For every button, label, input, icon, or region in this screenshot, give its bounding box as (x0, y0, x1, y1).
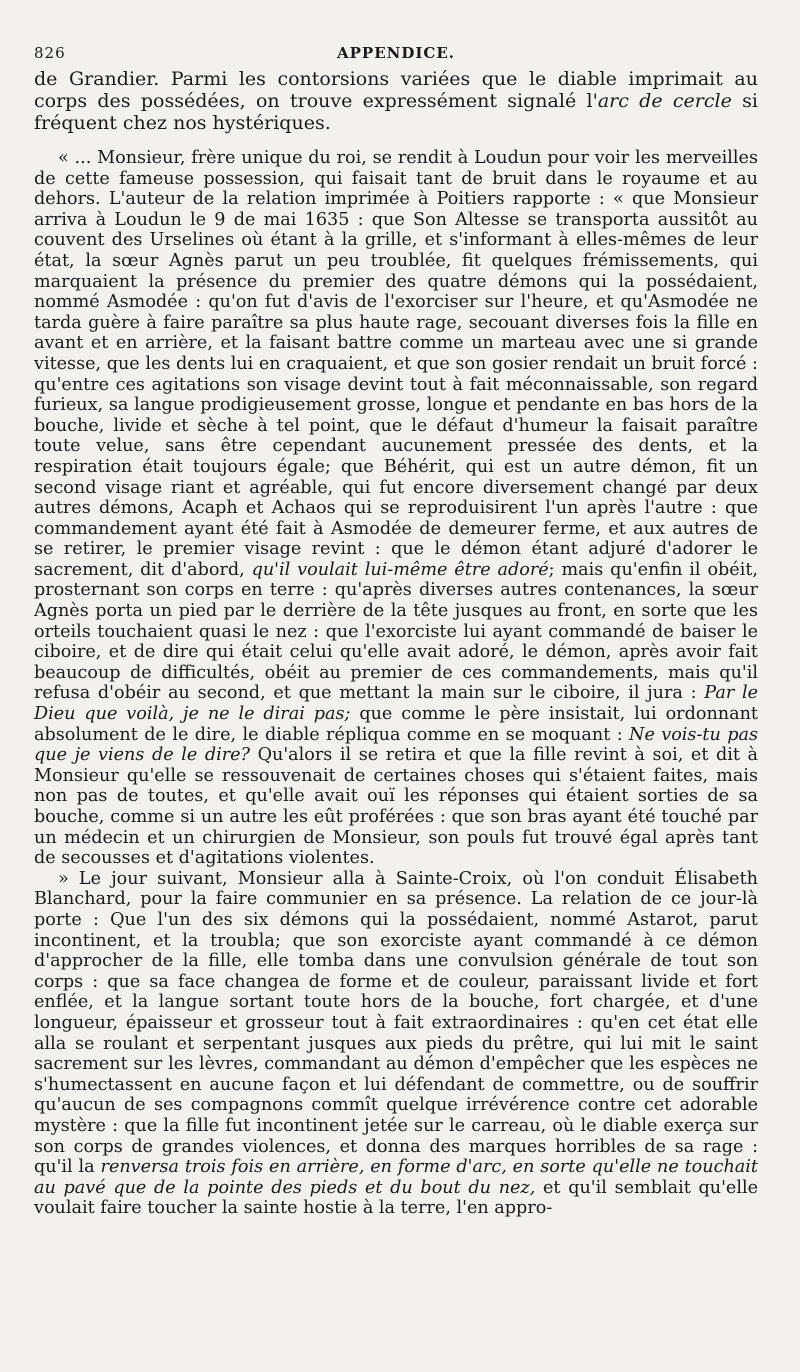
running-head (34, 38, 758, 68)
text-run: et qu'il semblait qu'elle voulait faire toucher la sainte hostie à la terre, l'en appro- (34, 1177, 759, 1219)
emphasis: Ne vois-tu pas que je viens de le dire? (34, 724, 758, 766)
emphasis: Par le Dieu que voilà, je ne le dirai pas; (34, 683, 758, 725)
text-run: « ... Monsieur, frère unique du roi, se rendit à Loudun pour voir les merveilles de cette fameuse possession, qui faisait tant de bruit dans le royaume et au dehors. L'auteur de la relation imprimée à Poitiers rapporte : « que Monsieur arriva à Loudun le 9 de mai 1635 : que Son Altesse se transporta aussitôt au couvent des Urselines où étant à la grille, et s'informant à elles-mêmes de leur état, la sœur Agnès parut un peu troublée, fit quelques frémissements, qui marquaient la présence du premier des quatre démons qui la possédaient, nommé Asmodée : qu'on fut d'avis de l'exorciser sur l'heure, et qu'Asmodée ne tarda guère à faire paraître sa plus haute rage, secouant diverses fois la fille en avant et en arrière, et la faisant battre comme un marteau avec une si grande vitesse, que les dents lui en craquaient, et que son gosier rendait un bruit forcé : qu'entre ces agitations son visage devint tout à fait méconnaissable, son regard furieux, sa langue prodigieusement grosse, longue et pendante en bas hors de la bouche, livide et sèche à tel point, que le défaut d'humeur la faisait paraître toute velue, sans être cependant aucunement pressée des dents, et la respiration était toujours égale; que Béhérit, qui est un autre démon, fit un second visage riant et agréable, qui fut encore diversement changé par deux autres démons, Acaph et Achaos qui se reproduisirent l'un après l'autre : que commandement ayant été fait à Asmodée de demeurer ferme, et aux autres de se retirer, le premier visage revint : que le démon étant adjuré d'adorer le sacrement, dit d'abord, (34, 148, 758, 580)
running-title: APPENDICE. (337, 44, 455, 62)
text-run: Qu'alors il se retira et que la fille revint à soi, et dit à Monsieur qu'elle se ressouvenait de certaines choses qui s'étaient faites, mais non pas de toutes, et qu'elle avait ouï les réponses qui étaient sorties de sa bouche, comme si un autre les eût proférées : que son bras ayant été touché par un médecin et un chirurgien de Monsieur, son pouls fut trouvé égal après tant de secousses et d'agitations violentes. (34, 745, 759, 869)
text-run: de Grandier. Parmi les contorsions variées que le diable imprimait au corps des possédées, on trouve expressément signalé l' (34, 68, 758, 112)
text-run: si fréquent chez nos hystériques. (34, 90, 758, 134)
text-run: » Le jour suivant, Monsieur alla à Sainte-Croix, où l'on conduit Élisabeth Blanchard, pour la faire communier en sa présence. La relation de ce jour-là porte : Que l'un des six démons qui la possédaient, nommé Astarot, parut incontinent, et la troubla; que son exorciste ayant commandé à ce démon d'approcher de la fille, elle tomba dans une convulsion générale de tout son corps : que sa face changea de forme et de couleur, paraissant livide et fort enflée, et la langue sortant toute hors de la bouche, fort chargée, et d'une longueur, épaisseur et grosseur tout à fait extraordinaires : qu'en cet état elle alla se roulant et serpentant jusques aux pieds du prêtre, qui lui mit le saint sacrement sur les lèvres, commandant au démon d'empêcher que les espèces ne s'humectassent en aucune façon et lui défendant de commettre, ou de souffrir qu'aucun de ses compagnons commît quelque irrévérence contre cet adorable mystère : que la fille fut incontinent jetée sur le carreau, où le diable exerça sur son corps de grandes violences, et donna des marques horribles de sa rage : qu'il la (34, 868, 758, 1178)
body-text (34, 68, 758, 1219)
text-run: ; mais qu'enfin il obéit, prosternant son corps en terre : qu'après diverses autres contenances, la sœur Agnès porta un pied par le derrière de la tête jusques au front, en sorte que les orteils touchaient quasi le nez : que l'exorciste lui ayant commandé de baiser le ciboire, et de dire qui était celui qu'elle avait adoré, le démon, après avoir fait beaucoup de difficultés, obéit au premier de ces commandements, mais qu'il refusa d'obéir au second, et que mettant la main sur le ciboire, il jura : (34, 559, 758, 704)
text-run: que comme le père insistait, lui ordonnant absolument de le dire, le diable répliqua comme en se moquant : (34, 704, 758, 745)
emphasis: renversa trois fois en arrière, en forme d'arc, en sorte qu'elle ne touchait au pavé que de la pointe des pieds et du bout du nez, (34, 1157, 758, 1198)
emphasis: qu'il voulait lui-même être adoré (251, 559, 549, 580)
page-number: 826 (34, 44, 66, 62)
paragraph-quote-1 (34, 148, 758, 869)
emphasis: arc de cercle (597, 90, 732, 112)
paragraph-intro (34, 68, 758, 134)
paragraph-quote-2 (34, 869, 758, 1219)
